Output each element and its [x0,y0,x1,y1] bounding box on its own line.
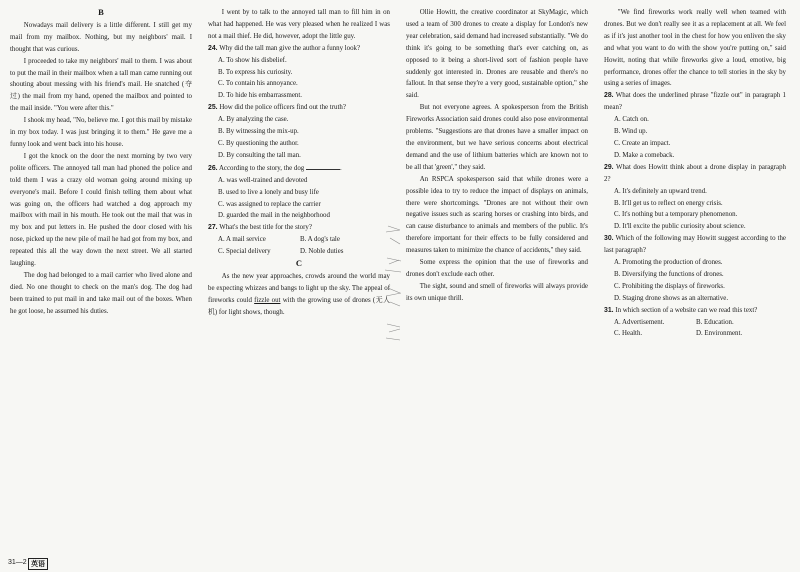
question-number: 26. [208,164,218,172]
option-row [218,246,390,258]
question-stem: Which of the following may Howitt suggest according to the last paragraph? [604,235,786,255]
passage-c-paragraph-5: Some express the opinion that the use of fireworks and drones don't exclude each other. [406,259,588,278]
option[interactable]: B. By witnessing the mix-up. [218,128,299,136]
passage-c-paragraph-3: But not everyone agrees. A spokesperson from the British Fireworks Association said drones could also pose environmental problems. "Suggestions are that drones have a smaller impact on the environment, but we have serious concerns about electrical demand and the use of lithium batteries which are known not to be all that 'green'," they said. [406,104,588,171]
column-4 [604,7,786,340]
passage-c-paragraph-2: Ollie Howitt, the creative coordinator at SkyMagic, which used a team of 300 drones to create a display for London's new year celebration, said demand had increased substantially. "We do think it's going to be something that's ever catching on, as opposed to it being a short-lived sort of fashion people have suddenly got interested in. Drones are reusable and there's no fallout. In that sense they're a very good, sustainable option," she said. [406,9,588,100]
option[interactable]: B. Diversifying the functions of drones. [614,270,724,278]
underlined-phrase: fizzle out [254,296,281,304]
option[interactable]: B. Education. [696,318,734,326]
question-30 [604,233,786,257]
question-stem: In which section of a website can we read this text? [615,306,758,314]
option[interactable]: C. By questioning the author. [218,139,299,147]
passage-b-paragraph-6: I went by to talk to the annoyed tall man to fill him in on what had happened. He was very pleased when he realized I was not a mail thief. He did, however, adopt the little guy. [208,9,390,40]
option[interactable]: C. was assigned to replace the carrier [218,200,321,208]
option[interactable]: A. By analyzing the case. [218,116,289,124]
option[interactable]: C. Health. [614,330,643,338]
question-24 [208,43,390,55]
option[interactable]: D. To hide his embarrassment. [218,92,302,100]
option[interactable]: B. used to live a lonely and busy life [218,188,319,196]
option[interactable]: D. Environment. [696,330,743,338]
question-number: 28. [604,92,614,100]
option[interactable]: D. It'll excite the public curiosity about science. [614,223,746,231]
passage-b-paragraph-2: I proceeded to take my neighbors' mail to them. I was about to put the mail in their mailbox when a tall man came running out shouting about messing with his friend's mail. He snatched (夺过) the mail from my hand, opened the mailbox and pointed to the mail inside. "You were after this." [10,57,192,113]
option[interactable]: B. To express his curiosity. [218,68,293,76]
question-number: 25. [208,104,218,112]
question-stem: What does Howitt think about a drone display in paragraph 2? [604,163,786,183]
question-31 [604,305,786,317]
question-number: 30. [604,235,614,243]
page-footer [0,558,800,572]
question-25 [208,102,390,114]
passage-b-paragraph-4: I got the knock on the door the next morning by two very polite officers. The annoyed tall man had phoned the police and told them I was a crazy old woman going around mixing up everyone's mail. Before I could finish telling them about what was going on, the officers had watched a dog approach my mailbox with mail in his mouth. He took out the mail that was in my box and put letters in. He pushed the door closed with his nose, picked up the new pile of mail he had got from my box, and repeated this all the way down the next street. We all started laughing. [10,152,192,268]
question-stem: What does the underlined phrase "fizzle out" in paragraph 1 mean? [604,92,786,112]
passage-b-paragraph-3: I shook my head, "No, believe me. I got this mail by mistake in my box today. I was just bringing it to them." He gave me a funny look and went back into his house. [10,117,192,148]
option[interactable]: D. Noble duties [300,248,344,256]
passage-c-paragraph-7: "We find fireworks work really well when teamed with drones. But we don't really see it as a replacement at all. We feel as if it's just another tool in the chest for how you enliven the sky and what you want to do with the show you're putting on," said Howitt, noting that while fireworks give a loud, emotive, big performance, drones offer the chance to tell stories in the sky by using a series of images. [604,9,786,88]
option-row [218,234,390,246]
question-number: 29. [604,163,614,171]
option[interactable]: A. It's definitely an upward trend. [614,187,707,195]
page-number: 31—2 [8,559,27,566]
passage-c-paragraph-4: An RSPCA spokesperson said that while drones were a possible idea to try to reduce the impact of displays on animals, there were shortcomings. "Drones are not without their own negative issues such as scaring horses or crashing into birds, and can cause disturbance to animals and members of the public. It's therefore important for their effects to be fully considered and measures taken to minimize the chance of accidents," they said. [406,175,588,255]
question-28 [604,90,786,114]
option[interactable]: B. A dog's tale [300,236,340,244]
option[interactable]: B. Wind up. [614,128,648,136]
answer-blank[interactable] [306,162,340,170]
option[interactable]: C. It's nothing but a temporary phenomenon. [614,211,738,219]
option[interactable]: A. Advertisement. [614,318,665,326]
option[interactable]: C. To contain his annoyance. [218,80,298,88]
question-stem: Why did the tall man give the author a funny look? [219,44,361,52]
passage-c-paragraph-6: The sight, sound and smell of fireworks will always provide its own unique thrill. [406,282,588,302]
option[interactable]: D. Make a comeback. [614,151,675,159]
question-stem-end: . [339,164,342,172]
question-stem: What's the best title for the story? [219,224,312,232]
column-3 [406,7,588,305]
option[interactable]: A. Catch on. [614,116,649,124]
section-c-heading: C [295,258,303,269]
passage-c-paragraph-1: As the new year approaches, crowds around the world may be expecting whizzes and bangs to light up the sky. The appeal of fireworks could fizzle out with the growing use of drones (无人机) for light shows, though. [208,272,390,316]
question-29 [604,162,786,186]
option[interactable]: A. To show his disbelief. [218,56,287,64]
option[interactable]: C. Prohibiting the displays of fireworks. [614,282,725,290]
section-b-heading: B [98,7,104,17]
option[interactable]: A. A mail service [218,236,266,244]
option[interactable]: C. Special delivery [218,248,271,256]
option[interactable]: C. Create an impact. [614,139,671,147]
option[interactable]: A. Promoting the production of drones. [614,259,723,267]
column-2 [208,7,390,319]
option[interactable]: D. By consulting the tall man. [218,151,301,159]
pencil-marks-decoration [382,218,406,348]
passage-b-paragraph-5: The dog had belonged to a mail carrier who lived alone and died. No one thought to check on the man's dog. The dog had been trained to put mail in and take mail out of the boxes. When he got loose, he assumed his duties. [10,271,192,315]
question-number: 31. [604,306,614,314]
question-stem: How did the police officers find out the truth? [219,104,346,112]
question-26 [208,162,390,175]
question-number: 27. [208,224,218,232]
subject-label: 英语 [28,558,48,570]
question-27 [208,222,390,234]
question-number: 24. [208,44,218,52]
passage-b-paragraph-1: Nowadays mail delivery is a little different. I still get my mail from my mailbox. Nothing, but my neighbors' mail. I thought that was curious. [10,21,192,53]
option-row [614,328,786,340]
question-stem: According to the story, the dog [218,164,305,172]
option[interactable]: D. guarded the mail in the neighborhood [218,212,330,220]
option[interactable]: D. Staging drone shows as an alternative. [614,294,729,302]
column-1 [10,7,192,318]
option-row [614,317,786,329]
option[interactable]: A. was well-trained and devoted [218,176,308,184]
option[interactable]: B. It'll get us to reflect on energy crisis. [614,199,723,207]
